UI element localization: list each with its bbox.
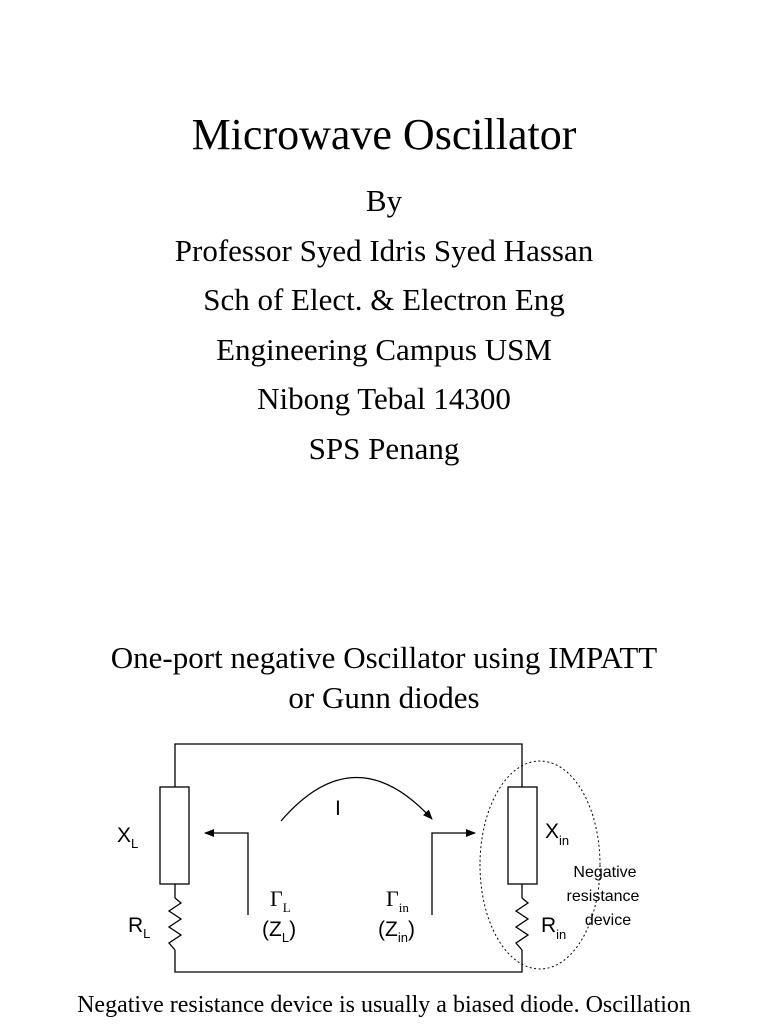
device-label-line2: resistance xyxy=(566,888,640,905)
xin-reactance-box xyxy=(508,787,537,884)
gamma-l-label: $\Gamma_L$ xyxy=(270,886,291,915)
xl-reactance-box xyxy=(160,787,189,884)
device-label-line1: Negative xyxy=(573,864,637,881)
zl-label: $(Z_L)$ xyxy=(262,918,297,945)
by-line: By xyxy=(365,183,403,218)
gamma-l-arrow xyxy=(205,833,248,915)
current-arc xyxy=(281,777,432,821)
author-name: Professor Syed Idris Syed Hassan xyxy=(174,232,594,268)
state-line: SPS Penang xyxy=(308,430,460,466)
rl-label: $R_L$ xyxy=(128,914,151,941)
title-line-2: or Gunn diodes xyxy=(288,680,480,715)
device-label-line3: device xyxy=(584,912,632,929)
city-line: Nibong Tebal 14300 xyxy=(257,381,511,417)
current-label: I xyxy=(335,797,341,820)
outer-wire xyxy=(175,744,522,787)
title-line-1: One-port negative Oscillator using IMPATT xyxy=(110,640,658,675)
gamma-in-label: $\Gamma_{in}$ xyxy=(386,886,409,915)
rin-label: $R_{in}$ xyxy=(541,914,567,942)
school-name: Sch of Elect. & Electron Eng xyxy=(203,282,565,318)
campus-name: Engineering Campus USM xyxy=(216,331,552,367)
description-text: Negative resistance device is usually a biased diode. Oscillation xyxy=(77,992,691,1018)
gamma-in-arrow xyxy=(432,833,475,915)
xin-label: $X_{in}$ xyxy=(545,820,570,848)
rl-resistor xyxy=(169,898,181,950)
zin-label: $(Z_{in})$ xyxy=(378,918,415,945)
slide-title: Microwave Oscillator xyxy=(191,110,577,159)
rin-resistor xyxy=(516,898,528,950)
xl-label: $X_L$ xyxy=(117,824,139,851)
bottom-wire xyxy=(175,950,522,972)
